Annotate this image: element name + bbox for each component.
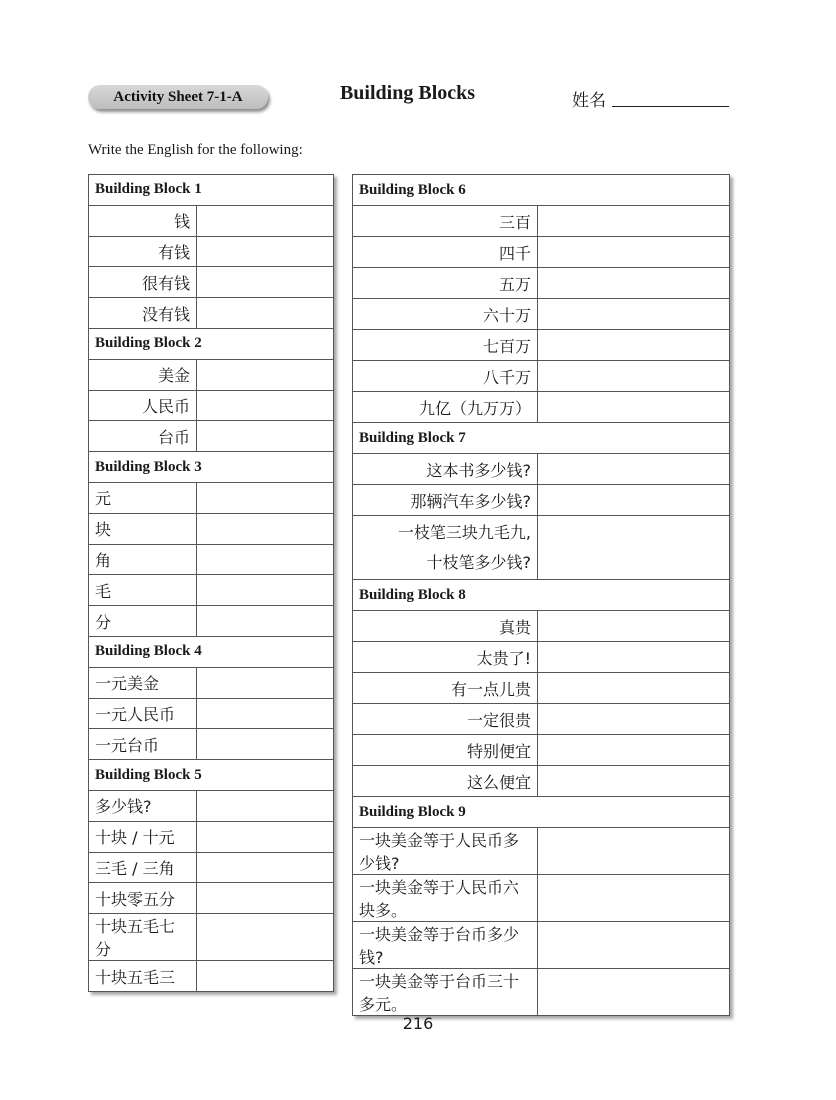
english-answer-cell[interactable] <box>197 606 334 637</box>
chinese-term: 一枝笔三块九毛九, 十枝笔多少钱? <box>353 516 538 580</box>
chinese-term: 一元美金 <box>89 667 197 698</box>
english-answer-cell[interactable] <box>197 667 334 698</box>
english-answer-cell[interactable] <box>538 922 730 969</box>
chinese-term: 十块五毛七分 <box>89 914 197 961</box>
english-answer-cell[interactable] <box>538 454 730 485</box>
vocabulary-row <box>89 790 334 821</box>
left-vocabulary-table <box>88 174 334 992</box>
english-answer-cell[interactable] <box>538 299 730 330</box>
vocabulary-row <box>89 267 334 298</box>
right-vocabulary-table <box>352 174 730 1016</box>
english-answer-cell[interactable] <box>538 485 730 516</box>
english-answer-cell[interactable] <box>197 852 334 883</box>
vocabulary-row <box>353 206 730 237</box>
vocabulary-row <box>353 875 730 922</box>
chinese-term: 人民币 <box>89 390 197 421</box>
vocabulary-row <box>89 883 334 914</box>
english-answer-cell[interactable] <box>197 544 334 575</box>
english-answer-cell[interactable] <box>538 735 730 766</box>
building-block-title: Building Block 8 <box>353 580 730 611</box>
building-block-header <box>89 328 334 359</box>
chinese-term: 那辆汽车多少钱? <box>353 485 538 516</box>
vocabulary-row <box>353 969 730 1016</box>
building-block-title: Building Block 6 <box>353 175 730 206</box>
building-block-title: Building Block 2 <box>89 328 334 359</box>
vocabulary-row <box>353 611 730 642</box>
english-answer-cell[interactable] <box>538 268 730 299</box>
chinese-term: 这本书多少钱? <box>353 454 538 485</box>
english-answer-cell[interactable] <box>538 361 730 392</box>
chinese-term: 一块美金等于人民币六块多。 <box>353 875 538 922</box>
instruction-text: Write the English for the following: <box>88 142 303 158</box>
building-block-header <box>353 580 730 611</box>
building-block-header <box>353 423 730 454</box>
page-number: 216 <box>402 1014 434 1033</box>
chinese-term: 一块美金等于台币多少钱? <box>353 922 538 969</box>
vocabulary-row <box>353 299 730 330</box>
vocabulary-row <box>89 821 334 852</box>
chinese-term: 角 <box>89 544 197 575</box>
chinese-term: 块 <box>89 513 197 544</box>
vocabulary-row <box>353 642 730 673</box>
english-answer-cell[interactable] <box>538 875 730 922</box>
chinese-term: 没有钱 <box>89 298 197 329</box>
vocabulary-row <box>89 667 334 698</box>
name-label: 姓名 <box>572 91 606 111</box>
english-answer-cell[interactable] <box>538 330 730 361</box>
chinese-term: 多少钱? <box>89 790 197 821</box>
chinese-term: 一元台币 <box>89 729 197 760</box>
vocabulary-row <box>89 482 334 513</box>
building-block-header <box>89 760 334 791</box>
vocabulary-row <box>353 268 730 299</box>
chinese-term: 台币 <box>89 421 197 452</box>
building-block-title: Building Block 9 <box>353 797 730 828</box>
chinese-term: 很有钱 <box>89 267 197 298</box>
english-answer-cell[interactable] <box>197 698 334 729</box>
vocabulary-row <box>353 735 730 766</box>
chinese-term: 元 <box>89 482 197 513</box>
chinese-term: 一元人民币 <box>89 698 197 729</box>
vocabulary-row <box>89 914 334 961</box>
chinese-term: 三毛 / 三角 <box>89 852 197 883</box>
vocabulary-row <box>89 729 334 760</box>
vocabulary-row <box>89 236 334 267</box>
vocabulary-row <box>89 513 334 544</box>
vocabulary-row <box>353 766 730 797</box>
english-answer-cell[interactable] <box>197 236 334 267</box>
english-answer-cell[interactable] <box>197 298 334 329</box>
vocabulary-row <box>353 361 730 392</box>
english-answer-cell[interactable] <box>197 513 334 544</box>
vocabulary-row <box>89 852 334 883</box>
english-answer-cell[interactable] <box>197 359 334 390</box>
building-block-header <box>89 175 334 206</box>
vocabulary-row <box>353 237 730 268</box>
page-title: Building Blocks <box>339 82 476 104</box>
chinese-term: 有一点儿贵 <box>353 673 538 704</box>
english-answer-cell[interactable] <box>538 673 730 704</box>
building-block-header <box>89 636 334 667</box>
building-block-header <box>353 175 730 206</box>
vocabulary-row <box>89 544 334 575</box>
vocabulary-row <box>89 298 334 329</box>
english-answer-cell[interactable] <box>538 969 730 1016</box>
vocabulary-row <box>353 485 730 516</box>
vocabulary-row <box>89 606 334 637</box>
english-answer-cell[interactable] <box>538 828 730 875</box>
vocabulary-row <box>89 359 334 390</box>
building-block-header <box>353 797 730 828</box>
worksheet-header <box>0 0 836 130</box>
english-answer-cell[interactable] <box>197 267 334 298</box>
english-answer-cell[interactable] <box>538 516 730 580</box>
english-answer-cell[interactable] <box>538 642 730 673</box>
english-answer-cell[interactable] <box>197 205 334 236</box>
english-answer-cell[interactable] <box>538 611 730 642</box>
chinese-term: 这么便宜 <box>353 766 538 797</box>
vocabulary-row <box>89 698 334 729</box>
chinese-term: 美金 <box>89 359 197 390</box>
english-answer-cell[interactable] <box>197 914 334 961</box>
chinese-term: 钱 <box>89 205 197 236</box>
chinese-term: 四千 <box>353 237 538 268</box>
chinese-term: 三百 <box>353 206 538 237</box>
vocabulary-row <box>89 575 334 606</box>
english-answer-cell[interactable] <box>197 482 334 513</box>
chinese-term: 七百万 <box>353 330 538 361</box>
chinese-term: 八千万 <box>353 361 538 392</box>
vocabulary-row <box>353 454 730 485</box>
chinese-term: 太贵了! <box>353 642 538 673</box>
english-answer-cell[interactable] <box>538 206 730 237</box>
vocabulary-row <box>89 205 334 236</box>
chinese-term: 分 <box>89 606 197 637</box>
chinese-term: 毛 <box>89 575 197 606</box>
vocabulary-row <box>353 330 730 361</box>
building-block-title: Building Block 7 <box>353 423 730 454</box>
vocabulary-row <box>89 390 334 421</box>
chinese-term: 十块 / 十元 <box>89 821 197 852</box>
building-block-title: Building Block 5 <box>89 760 334 791</box>
building-block-title: Building Block 4 <box>89 636 334 667</box>
chinese-term: 有钱 <box>89 236 197 267</box>
chinese-term: 十块零五分 <box>89 883 197 914</box>
activity-sheet-label: Activity Sheet 7-1-A <box>88 85 268 109</box>
chinese-term: 一块美金等于人民币多少钱? <box>353 828 538 875</box>
english-answer-cell[interactable] <box>538 237 730 268</box>
english-answer-cell[interactable] <box>538 704 730 735</box>
chinese-term: 十块五毛三 <box>89 961 197 992</box>
chinese-term: 六十万 <box>353 299 538 330</box>
chinese-term: 一块美金等于台币三十多元。 <box>353 969 538 1016</box>
english-answer-cell[interactable] <box>197 575 334 606</box>
vocabulary-row <box>353 828 730 875</box>
chinese-term: 五万 <box>353 268 538 299</box>
chinese-term: 一定很贵 <box>353 704 538 735</box>
vocabulary-row <box>353 516 730 580</box>
vocabulary-row <box>353 704 730 735</box>
english-answer-cell[interactable] <box>197 729 334 760</box>
english-answer-cell[interactable] <box>197 883 334 914</box>
vocabulary-row <box>353 392 730 423</box>
chinese-term: 真贵 <box>353 611 538 642</box>
vocabulary-row <box>89 961 334 992</box>
vocabulary-row <box>353 922 730 969</box>
english-answer-cell[interactable] <box>538 392 730 423</box>
chinese-term: 特别便宜 <box>353 735 538 766</box>
building-block-header <box>89 452 334 483</box>
name-input-line[interactable] <box>612 106 729 107</box>
english-answer-cell[interactable] <box>197 390 334 421</box>
building-block-title: Building Block 1 <box>89 175 334 206</box>
chinese-term: 九亿（九万万） <box>353 392 538 423</box>
english-answer-cell[interactable] <box>197 821 334 852</box>
english-answer-cell[interactable] <box>197 790 334 821</box>
vocabulary-row <box>89 421 334 452</box>
building-block-title: Building Block 3 <box>89 452 334 483</box>
english-answer-cell[interactable] <box>538 766 730 797</box>
vocabulary-row <box>353 673 730 704</box>
english-answer-cell[interactable] <box>197 961 334 992</box>
english-answer-cell[interactable] <box>197 421 334 452</box>
